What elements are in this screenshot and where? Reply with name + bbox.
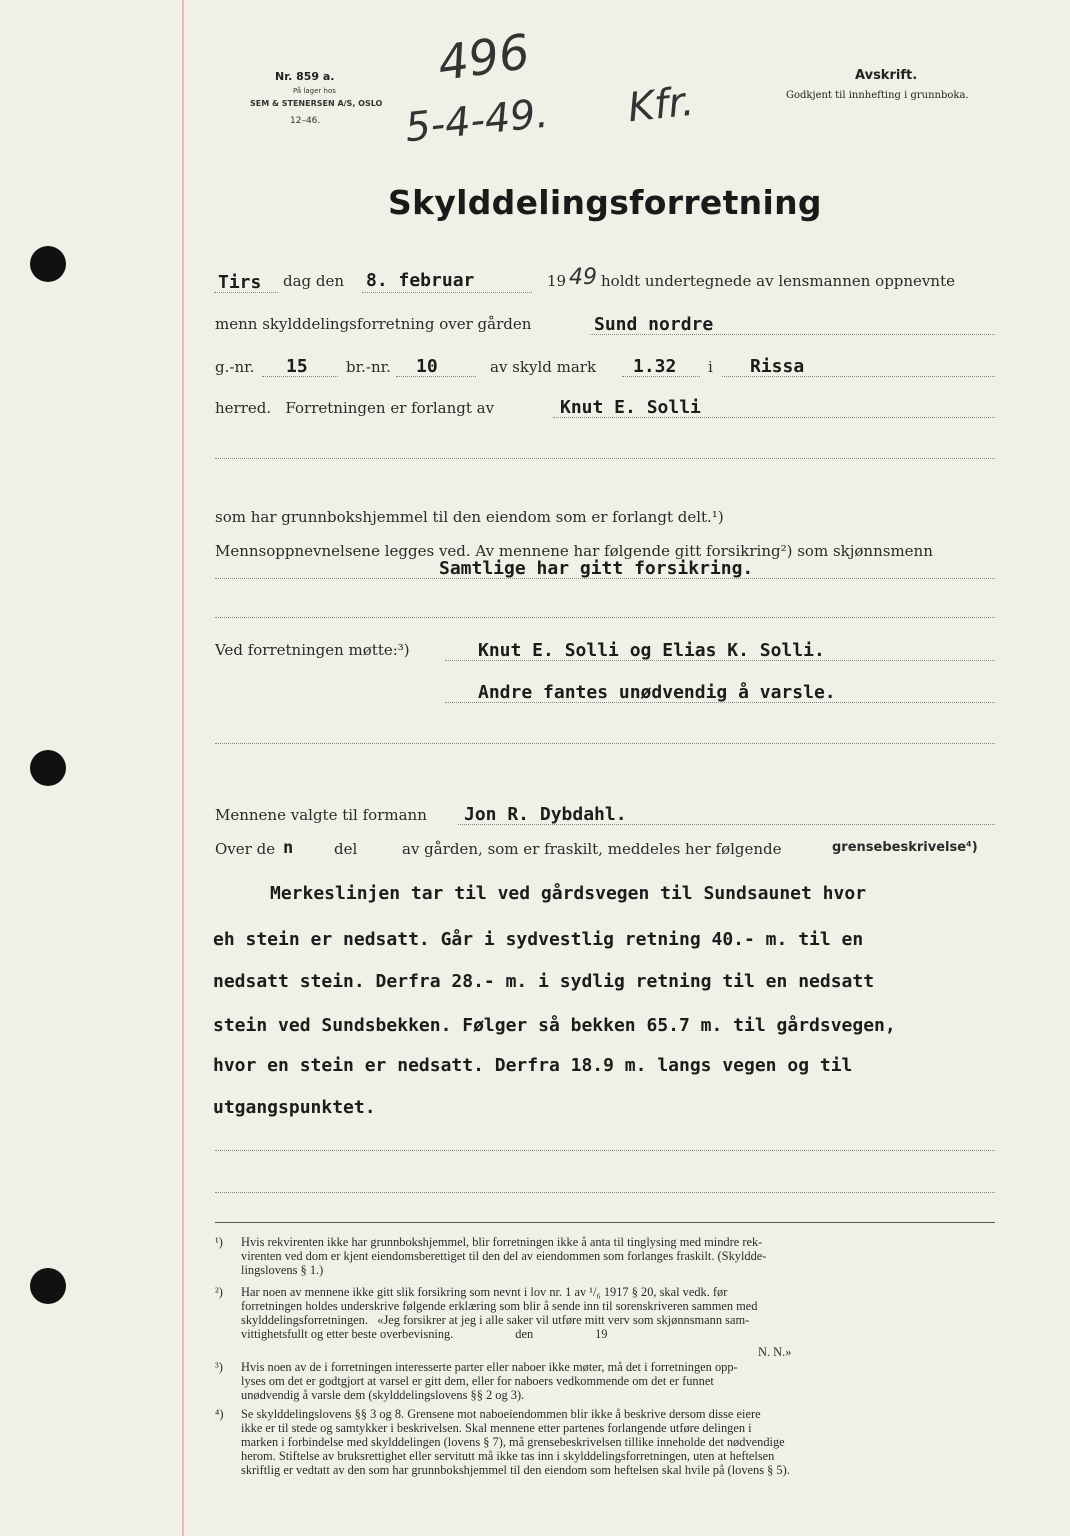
footnote-line: vittighetsfullt og etter beste overbevisning. den 19 <box>241 1327 608 1341</box>
dag-den-label: dag den <box>283 272 345 290</box>
formann-value: Jon R. Dybdahl. <box>464 804 627 825</box>
bnr-value: 10 <box>416 356 438 377</box>
fill-line <box>215 617 995 618</box>
fill-line <box>214 292 278 293</box>
over-suffix: n <box>283 838 294 858</box>
description-line: nedsatt stein. Derfra 28.- m. i sydlig retning til en nedsatt <box>213 971 875 992</box>
fill-line <box>445 660 995 661</box>
grense-label: grensebeskrivelse⁴) <box>832 840 978 855</box>
form-number: Nr. 859 a. <box>275 70 335 83</box>
year-suffix: 49 <box>569 265 597 290</box>
skyld-label: av skyld mark <box>490 358 597 376</box>
publisher-line: På lager hos <box>293 87 336 95</box>
footnote-mark: ¹) <box>215 1235 223 1249</box>
footnote-mark: ⁴) <box>215 1407 224 1421</box>
footnote-line: marken i forbindelse med skylddelingen (lovens § 7), må grensebeskrivelsen tillike inneholde det nødvendige <box>241 1435 785 1449</box>
fill-line <box>215 743 995 744</box>
mote-value-2: Andre fantes unødvendig å varsle. <box>478 682 836 703</box>
footnote-separator <box>215 1222 995 1223</box>
bnr-label: br.-nr. <box>346 358 391 376</box>
mote-label: Ved forretningen møtte:³) <box>215 641 410 659</box>
footnote-line: virenten ved dom er kjent eiendomsberettiget til den del av eiendommen som forlanges fraskilt. (Skylddе- <box>241 1249 767 1263</box>
footnote-line: unødvendig å varsle dem (skylddelingslovens §§ 2 og 3). <box>241 1388 525 1402</box>
footnote-line: Hvis noen av de i forretningen interesserte parter eller naboer ikke møter, må det i forretningen opp- <box>241 1360 738 1374</box>
del-label: del <box>334 840 358 858</box>
intro-tail: holdt undertegnede av lensmannen oppnevnte <box>601 272 955 290</box>
footnote-line: skriftlig er vedtatt av den som har grunnbokshjemmel til den eiendom som heftelsen skal hvile på (lovens § 5). <box>241 1463 790 1477</box>
forsikring-value: Samtlige har gitt forsikring. <box>439 558 754 579</box>
description-line: utgangspunktet. <box>213 1097 376 1118</box>
punch-hole <box>30 1268 66 1304</box>
date-value: 8. februar <box>366 270 475 291</box>
fill-line <box>553 417 995 418</box>
gnr-value: 15 <box>286 356 308 377</box>
publisher-date: 12–46. <box>290 116 321 126</box>
page-edge-line <box>182 0 184 1536</box>
requester: Knut E. Solli <box>560 397 701 418</box>
fill-line <box>722 376 995 377</box>
over-label: Over de <box>215 840 276 858</box>
footnote-line: ikke er til stede og samtykker i beskrivelsen. Skal mennene etter partenes forlangende utføre delingen i <box>241 1421 752 1435</box>
footnote-mark: ²) <box>215 1285 223 1299</box>
footnote-line: Hvis rekvirenten ikke har grunnbokshjemmel, blir forretningen ikke å anta til tinglysing med mindre rek- <box>241 1235 763 1249</box>
footnote-signature: N. N.» <box>758 1345 792 1359</box>
fill-line <box>458 824 995 825</box>
publisher-name: SEM & STENERSEN A/S, OSLO <box>250 99 383 108</box>
forsikring-text: Mennsoppnevnelsene legges ved. Av mennene har følgende gitt forsikring²) som skjønnsmenn <box>215 542 933 560</box>
description-line: Merkeslinjen tar til ved gårdsvegen til Sundsaunet hvor <box>270 883 867 904</box>
footnote-line: Har noen av mennene ikke gitt slik forsikring som nevnt i lov nr. 1 av ¹/₆ 1917 § 20, skal vedk. før <box>241 1285 728 1299</box>
description-line: stein ved Sundsbekken. Følger så bekken 65.7 m. til gårdsvegen, <box>213 1015 896 1036</box>
footnote-1 <box>215 1235 995 1283</box>
municipality: Rissa <box>750 356 805 377</box>
fill-line <box>396 376 476 377</box>
mote-value-1: Knut E. Solli og Elias K. Solli. <box>478 640 825 661</box>
fill-line <box>262 376 338 377</box>
punch-hole <box>30 246 66 282</box>
farm-name: Sund nordre <box>594 314 714 335</box>
footnote-3 <box>215 1360 995 1406</box>
fill-line <box>445 702 995 703</box>
copy-label: Avskrift. <box>855 68 918 83</box>
footnote-4 <box>215 1407 995 1483</box>
handwritten-date: 5-4-49. <box>402 90 551 152</box>
footnote-mark: ³) <box>215 1360 223 1374</box>
footnote-line: lingslovens § 1.) <box>241 1263 324 1277</box>
description-line: eh stein er nedsatt. Går i sydvestlig retning 40.- m. til en <box>213 929 864 950</box>
requested-text: herred. Forretningen er forlangt av <box>215 399 495 417</box>
line2-text: menn skylddelingsforretning over gården <box>215 315 532 333</box>
fill-line <box>362 292 532 293</box>
handwritten-number: 496 <box>434 23 534 93</box>
fill-line <box>215 1192 995 1193</box>
fill-line <box>622 376 700 377</box>
fill-line <box>215 578 995 579</box>
footnote-line: herom. Stiftelse av bruksrettighet eller servitutt må ikke tas inn i skylddelingsforretningen, uten at heftelsen <box>241 1449 775 1463</box>
description-line: hvor en stein er nedsatt. Derfra 18.9 m. langs vegen og til <box>213 1055 853 1076</box>
over-text: av gården, som er fraskilt, meddeles her følgende <box>402 840 782 858</box>
skyld-value: 1.32 <box>633 356 677 377</box>
fill-line <box>215 1150 995 1151</box>
formann-label: Mennene valgte til formann <box>215 806 427 824</box>
document-title: Skylddelingsforretning <box>388 183 822 222</box>
hjemmel-text: som har grunnbokshjemmel til den eiendom som er forlangt delt.¹) <box>215 508 724 526</box>
punch-hole <box>30 750 66 786</box>
fill-line <box>215 458 995 459</box>
gnr-label: g.-nr. <box>215 358 255 376</box>
year-prefix: 19 <box>547 272 567 290</box>
copy-note: Godkjent til innhefting i grunnboka. <box>786 90 969 101</box>
handwritten-initials: Kfr. <box>625 78 697 132</box>
i-label: i <box>708 358 713 376</box>
fill-line <box>590 334 995 335</box>
weekday: Tirs <box>218 272 262 293</box>
footnote-line: Se skylddelingslovens §§ 3 og 8. Grensene mot naboeiendommen blir ikke å beskrive dersom disse eiere <box>241 1407 761 1421</box>
footnote-line: lyses om det er godtgjort at varsel er gitt dem, eller for naboers vedkommende om det er funnet <box>241 1374 714 1388</box>
footnote-line: forretningen holdes underskrive følgende erklæring som blir å sende inn til sorenskriveren sammen med <box>241 1299 758 1313</box>
footnote-2 <box>215 1285 995 1345</box>
footnote-line: skylddelingsforretningen. «Jeg forsikrer at jeg i alle saker vil utføre mitt verv som skjønnsmann sam- <box>241 1313 750 1327</box>
